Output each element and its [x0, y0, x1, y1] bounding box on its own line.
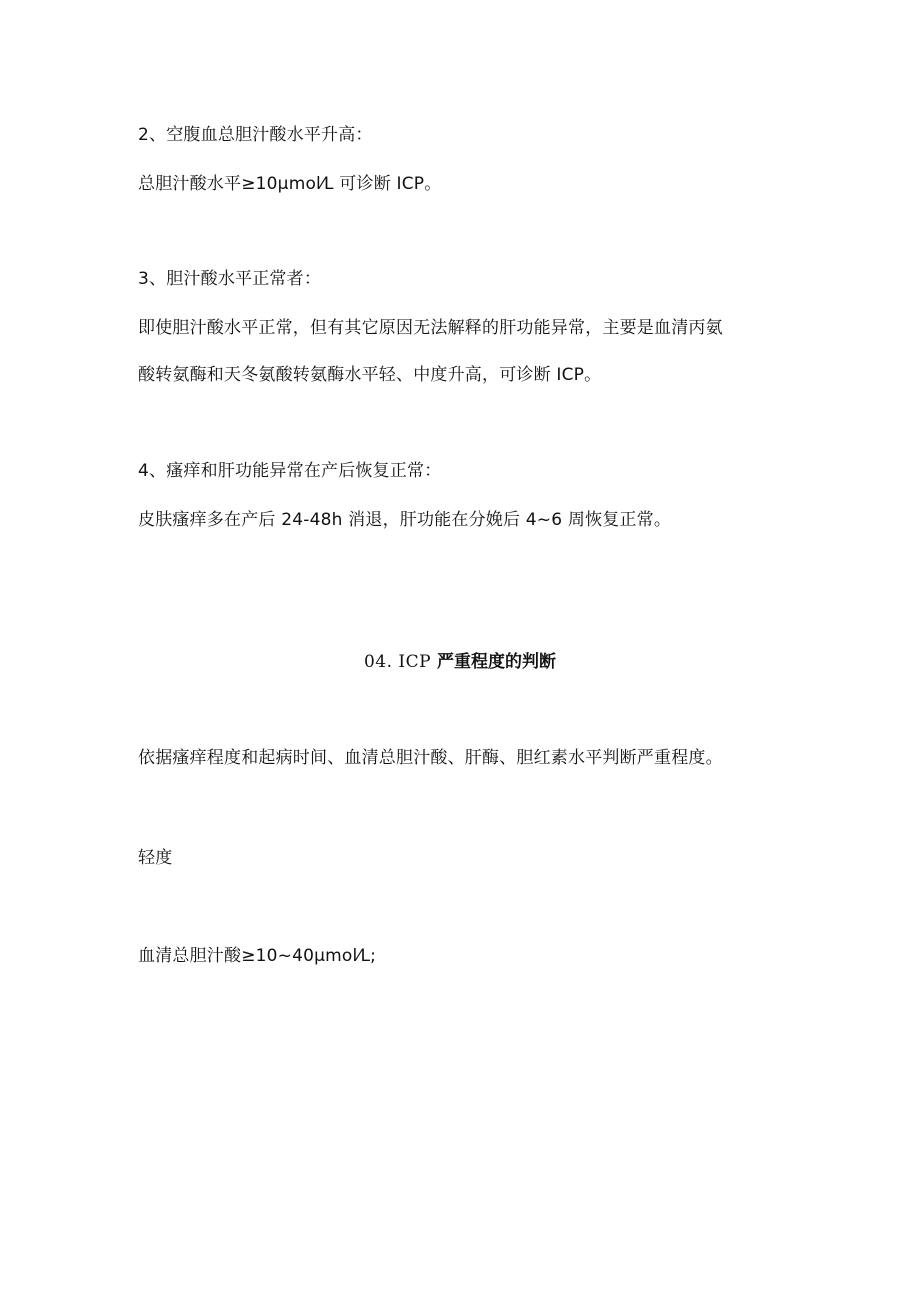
section-heading-number: 04. ICP	[363, 652, 432, 672]
item3-body-line1: 即使胆汁酸水平正常，但有其它原因无法解释的肝功能异常，主要是血清丙氨	[138, 318, 723, 338]
item4-title: 4、瘙痒和肝功能异常在产后恢复正常：	[138, 461, 442, 481]
mild-label: 轻度	[138, 848, 173, 868]
item3-body-line2: 酸转氨酶和天冬氨酸转氨酶水平轻、中度升高，可诊断 ICP。	[138, 365, 602, 385]
section-heading	[0, 651, 920, 673]
item2-title: 2、空腹血总胆汁酸水平升高：	[138, 125, 373, 145]
mild-item1: 血清总胆汁酸≥10~40μmol⁄L;	[138, 946, 377, 966]
section-intro: 依据瘙痒程度和起病时间、血清总胆汁酸、肝酶、胆红素水平判断严重程度。	[138, 748, 723, 768]
item3-title: 3、胆汁酸水平正常者：	[138, 269, 322, 289]
item2-body: 总胆汁酸水平≥10μmol⁄L 可诊断 ICP。	[138, 174, 442, 194]
section-heading-text: 严重程度的判断	[431, 652, 557, 672]
item4-body: 皮肤瘙痒多在产后 24-48h 消退，肝功能在分娩后 4~6 周恢复正常。	[138, 510, 672, 530]
